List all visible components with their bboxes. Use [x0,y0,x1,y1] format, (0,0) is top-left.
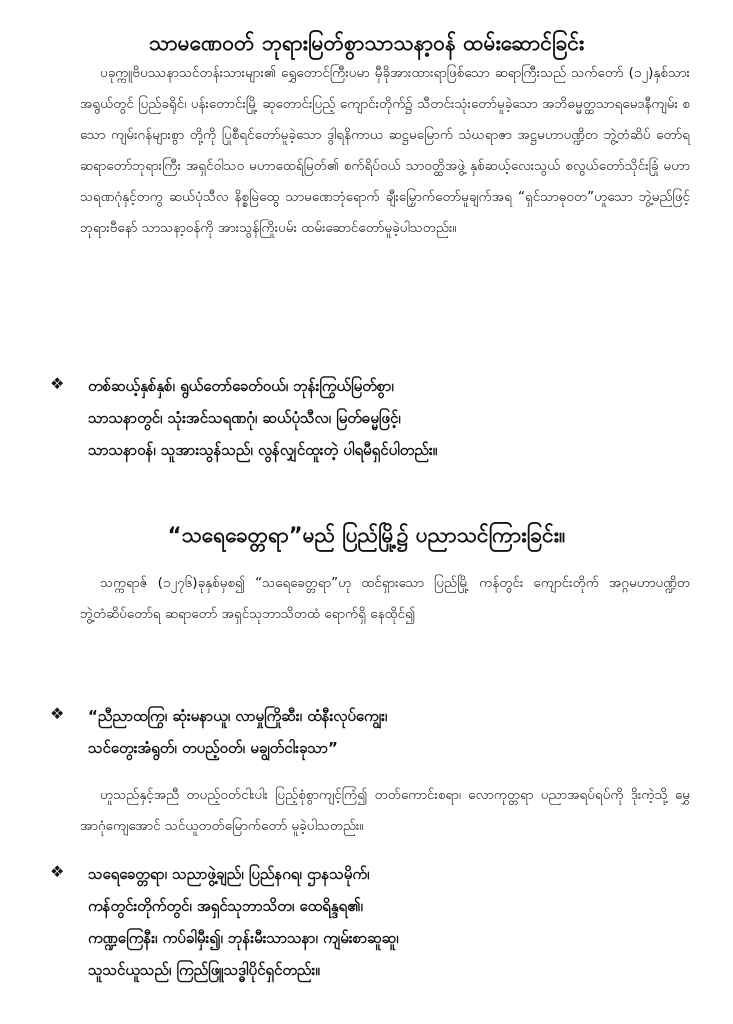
verse-line: သရေခေတ္တရာ၊ သညာဖွဲ့ချည်၊ ပြည်နဂရ၊ ဌာနသမိုက်၊ [88,865,370,883]
verse-line: သာသနာဝန်၊ သူအားသွန်သည်၊ လွန်လျှင်ထူးတဲ့ ပါရမီရှင်ပါတည်း။ [88,441,438,459]
section2-paragraph-text: သက္ကရာဇ် (၁၂၇၆)ခုနှစ်မှစ၍ “သရေခေတ္တရာ”ဟု ထင်ရှားသော ပြည်မြို့ ကန်တွင်း ကျောင်းတိုက် အဂ္ဂမဟာပဏ္ဍိတ ဘွဲ့တံဆိပ်တော်ရ ဆရာတော် အရှင်သုဘာသိတထံ ရောက်ရှိ နေထိုင်၍ [80,575,690,622]
bullet-diamond-icon: ❖ [50,704,65,723]
section1-paragraph [80,58,690,244]
bullet-diamond-icon: ❖ [50,374,65,393]
section2-paragraph [80,568,690,630]
section2-verse [88,700,698,764]
section2-title: “သရေခေတ္တရာ”မည် ပြည်မြို့၌ ပညာသင်ကြားခြင်း။ [167,523,566,547]
section2-paragraph2-text: ဟူသည်နှင့်အညီ တပည့်ဝတ်ငါးပါး ပြည့်စုံစွာကျင့်ကြံ၍ တတ်ကောင်းစရာ၊ လောကုတ္တရာ ပညာအရပ်ရပ်ကို ဒိုးကဲ့သို့ မွှေ အာဂုံကျေအောင် သင်ယူတတ်မြောက်တော် မူခဲ့ပါသတည်း။ [80,787,690,834]
section2-verse2 [88,858,698,986]
bullet-diamond-icon: ❖ [50,862,65,881]
verse-line: ကန်တွင်းတိုက်တွင်၊ အရှင်သုဘာသိတ၊ ထေရိန္ဒရ၏၊ [88,897,363,915]
verse-line: သာသနာတွင်၊ သုံးအင်သရဏဂုံ၊ ဆယ်ပုံသီလ၊ မြတ်ဓမ္မဖြင့်၊ [88,409,401,427]
section1-paragraph-text: ပခုက္ကူဗိပဿနာသင်တန်းသားများ၏ ရွှေတောင်ကြီးပမာ မှီခိုအားထားရာဖြစ်သော ဆရာကြီးသည် သက်တော် (၁၂)နှစ်သားအရွယ်တွင် ပြည်ခရိုင်၊ ပန်းတောင်းမြို့ ဆုတောင်းပြည့် ကျောင်းတိုက်၌ သီတင်းသုံးတော်မူခဲ့သော အဘိဓမ္မတ္ထသာရမေဒနီကျမ်း စသော ကျမ်းဂန်များစွာ တို့ကို ပြုစီရင်တော်မူခဲ့သော ဒွါရနိကာယ ဆဋ္ဌမမြောက် သံဃရာဇာ အဋ္ဌမဟာပဏ္ဍိတ ဘွဲ့တံဆိပ် တော်ရ ဆရာတော်ဘုရားကြီး အရှင်ဝါသဝ မဟာထေရ်မြတ်၏ စက်ရိပ်ဝယ် သာဝတ္ထိအဖွဲ့ နှစ်ဆယ့်လေးသွယ် စလွယ်တော်သိုင်းခြုံ မဟာသရဏဂုံနှင့်တကွ ဆယ်ပုံသီလ နိစ္စမြဲထွေ သာမဏေဘုံရောက် ချီးမြှောက်တော်မူချက်အရ “ရှင်သာဓုဝတ”ဟူသော ဘွဲ့မည်ဖြင့် ဘုရားဗီနော် သာသနာ့ဝန်ကို အားသွန်ကြိုးပမ်း ထမ်းဆောင်တော်မူခဲ့ပါသတည်း။ [80,65,690,236]
verse-line: သူသင်ယူသည်၊ ကြည်ဖြူသဒ္ဓါပိုင်ရှင်တည်း။ [88,961,320,979]
section1-title: သာမဏေဝတ် ဘုရားမြတ်စွာသာသနာ့ဝန် ထမ်းဆောင်ခြင်း [148,31,585,55]
section2-paragraph-2 [80,780,690,842]
verse-line: တစ်ဆယ့်နှစ်နှစ်၊ ရွယ်တော်ခေတ်ဝယ်၊ ဘုန်းကြွယ်မြတ်စွာ၊ [88,377,394,395]
section1-verse [88,370,698,466]
verse-line: ကဏ္ဍကြေနီး၊ ကပ်ခါမှီး၍၊ ဘုန်းမီးသာသနာ၊ ကျမ်းစာဆူဆူ၊ [88,929,399,947]
verse-line: “ညီညာထကြွ၊ ဆုံးမနာယူ၊ လာမှုကြိုဆီး၊ ထံနီးလုပ်ကျွေး၊ [88,707,388,725]
verse-line: သင်တွေးအံရွတ်၊ တပည့်ဝတ်၊ မချွတ်ငါးခုသာ” [88,739,338,757]
